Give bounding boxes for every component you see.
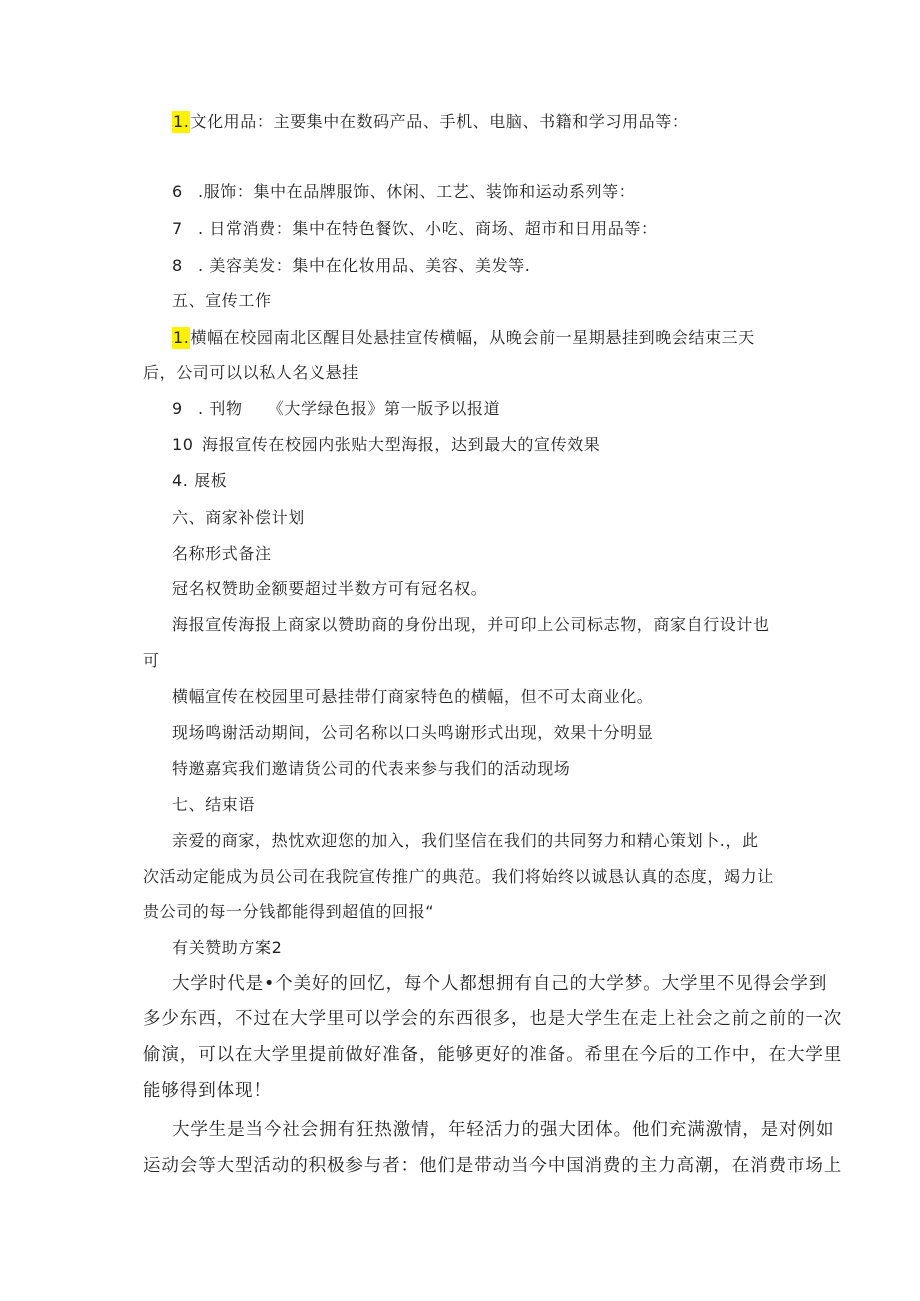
list-item-text: 海报宣传在校园内张贴大型海报，达到最大的宣传效果 [202, 435, 601, 454]
page-title: 有关赞助方案2 [172, 938, 283, 957]
paragraph-line: 多少东西，不过在大学里可以学会的东西很多，也是大学生在走上社会之前之前的一次 [143, 1009, 843, 1029]
section-heading: 五、宣传工作 [172, 291, 272, 310]
table-header: 名称形式备注 [172, 544, 272, 563]
list-item-text: .服饰：集中在品牌服饰、休闲、工艺、装饰和运动系列等： [198, 182, 636, 201]
list-number: 8 [172, 256, 183, 275]
list-number: 6 [172, 182, 183, 201]
list-item-text: 文化用品：主要集中在数码产品、手机、电脑、书籍和学习用品等： [190, 112, 689, 131]
paragraph-line: 大学时代是•个美好的回忆，每个人都想拥有自己的大学梦。大学里不见得会学到 [172, 974, 828, 994]
list-number-highlighted: 1. [173, 112, 190, 131]
list-item-text: 横幅在校园南北区醒目处悬挂宣传横幅，从晚会前一星期悬挂到晚会结束三天 [190, 328, 755, 347]
table-row: 海报宣传海报上商家以赞助商的身份出现，并可印上公司标志物，商家自行设计也 [172, 615, 770, 634]
table-row: 横幅宣传在校园里可悬挂带仃商家特色的横幅，但不可太商业化。 [172, 687, 654, 706]
paragraph-line: 贵公司的每一分钱都能得到超值的回报“ [143, 902, 435, 921]
list-item-culture [172, 111, 688, 133]
list-item-clothing [172, 181, 635, 203]
table-row: 特邀嘉宾我们邀请货公司的代表来参与我们的活动现场 [172, 759, 571, 778]
list-item-text: . 日常消费：集中在特色餐饮、小吃、商场、超市和日用品等： [198, 219, 658, 238]
list-item-poster [172, 434, 600, 456]
list-item-beauty [172, 255, 530, 277]
list-item-text: . 刊物 《大学绿色报》第一版予以报道 [198, 399, 501, 418]
section-heading: 七、结束语 [172, 795, 256, 814]
paragraph-line: 亲爱的商家，热忱欢迎您的加入，我们坚信在我们的共同努力和精心策划卜.，此 [172, 831, 759, 850]
paragraph-line: 偷演，可以在大学里提前做好准备，能够更好的准备。希里在今后的工作中，在大学里 [143, 1045, 843, 1065]
list-item-continuation: 后，公司可以以私人名义悬挂 [143, 363, 359, 382]
list-number-highlighted: 1. [173, 328, 190, 347]
list-number: 7 [172, 219, 183, 238]
paragraph-line: 运动会等大型活动的积极参与者：他们是带动当今中国消费的主力高潮，在消费市场上 [143, 1156, 843, 1176]
list-number: 9 [172, 399, 183, 418]
table-row: 现场鸣谢活动期间，公司名称以口头鸣谢形式出现，效果十分明显 [172, 723, 654, 742]
list-item-daily [172, 218, 658, 240]
section-heading: 六、商家补偿计划 [172, 508, 305, 527]
list-item-publication [172, 398, 500, 420]
list-number: 10 [172, 435, 194, 454]
list-item-banner [172, 327, 755, 349]
list-item-board: 4. 展板 [172, 471, 228, 490]
paragraph-line: 大学生是当今社会拥有狂热激情，年轻活力的强大团体。他们充满激情，是对例如 [172, 1120, 835, 1140]
paragraph-line: 次活动定能成为员公司在我院宣传推广的典范。我们将始终以诚恳认真的态度，竭力让 [143, 867, 774, 886]
paragraph-line: 能够得到体现！ [143, 1081, 272, 1101]
list-item-text: . 美容美发：集中在化妆用品、美容、美发等. [198, 256, 531, 275]
table-row: 冠名权赞助金额要超过半数方可有冠名权。 [172, 579, 488, 598]
table-row-continuation: 可 [143, 651, 160, 670]
